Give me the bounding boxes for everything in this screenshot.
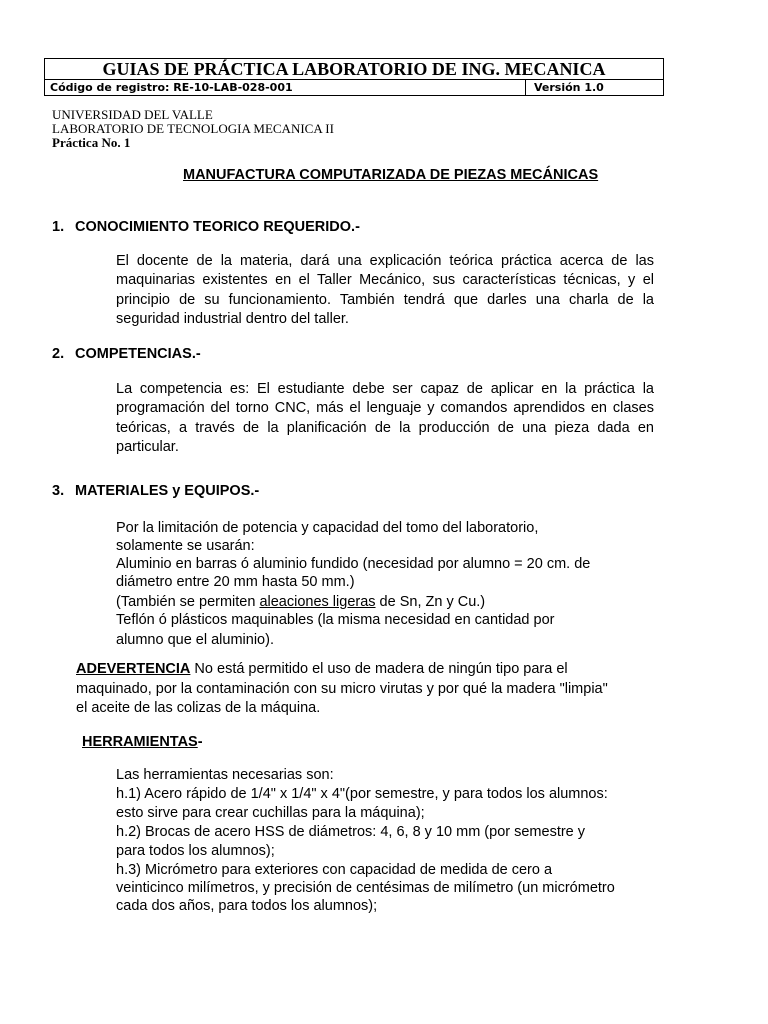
section-title: CONOCIMIENTO TEORICO REQUERIDO.-	[75, 219, 360, 235]
materials-line: diámetro entre 20 mm hasta 50 mm.)	[116, 574, 355, 590]
section-body-2: La competencia es: El estudiante debe ser capaz de aplicar en la práctica la programación del torno CNC, más el lenguaje y comandos aprendidos en clases teóricas, a través de la planificación de la producción de una pieza dada en particular.	[116, 381, 654, 456]
alloy-text-after: de Sn, Zn y Cu.)	[375, 594, 486, 610]
tools-line: Las herramientas necesarias son:	[116, 767, 334, 783]
warning-label: ADEVERTENCIA	[76, 661, 191, 677]
materials-line: Por la limitación de potencia y capacidad del tomo del laboratorio,	[116, 520, 539, 536]
section-heading-1	[52, 219, 360, 235]
materials-line: solamente se usarán:	[116, 538, 255, 554]
laboratory-name: LABORATORIO DE TECNOLOGIA MECANICA II	[52, 121, 334, 136]
tools-line: para todos los alumnos);	[116, 843, 275, 859]
version-label: Versión 1.0	[534, 81, 604, 94]
materials-line: Teflón ó plásticos maquinables (la misma necesidad en cantidad por	[116, 612, 555, 628]
tools-line: veinticinco milímetros, y precisión de centésimas de milímetro (un micrómetro	[116, 880, 615, 896]
tools-line: cada dos años, para todos los alumnos);	[116, 898, 378, 914]
section-number: 3.	[52, 483, 65, 499]
warning-line-1	[76, 660, 666, 680]
section-heading-3	[52, 483, 259, 499]
university-name: UNIVERSIDAD DEL VALLE	[52, 107, 213, 122]
practice-number: Práctica No. 1	[52, 135, 131, 150]
tools-list	[116, 766, 676, 915]
tools-line: h.3) Micrómetro para exteriores con capacidad de medida de cero a	[116, 862, 553, 878]
section-title: COMPETENCIAS.-	[75, 346, 201, 362]
section-number: 2.	[52, 346, 65, 362]
materials-line: Aluminio en barras ó aluminio fundido (necesidad por alumno = 20 cm. de	[116, 556, 591, 572]
warning-block	[76, 660, 666, 719]
section-number: 1.	[52, 219, 65, 235]
alloy-text-before: (También se permiten	[116, 594, 260, 610]
document-header-table	[44, 58, 664, 96]
materials-line: alumno que el aluminio).	[116, 632, 274, 648]
warning-line-3: el aceite de las colizas de la máquina.	[76, 700, 321, 716]
warning-text: No está permitido el uso de madera de ningún tipo para el	[190, 661, 568, 677]
institution-block	[52, 108, 334, 150]
warning-line-2: maquinado, por la contaminación con su micro virutas y por qué la madera "limpia"	[76, 680, 608, 697]
tools-heading-suffix: -	[197, 734, 203, 750]
header-title: GUIAS DE PRÁCTICA LABORATORIO DE ING. MECANICA	[45, 59, 663, 80]
alloy-line	[116, 593, 676, 611]
tools-line: esto sirve para crear cuchillas para la máquina);	[116, 805, 425, 821]
tools-line: h.2) Brocas de acero HSS de diámetros: 4, 6, 8 y 10 mm (por semestre y	[116, 824, 586, 840]
tools-heading	[82, 734, 203, 750]
section-heading-2	[52, 346, 201, 362]
section-body-1: El docente de la materia, dará una explicación teórica práctica acerca de las maquinarias existentes en el Taller Mecánico, sus características técnicas, y el principio de su funcionamiento. También tendrá que darles una charla de la seguridad industrial dentro del taller.	[116, 253, 654, 328]
document-title: MANUFACTURA COMPUTARIZADA DE PIEZAS MECÁNICAS	[183, 167, 599, 183]
section-title: MATERIALES y EQUIPOS.-	[75, 483, 260, 499]
tools-heading-label: HERRAMIENTAS	[82, 734, 198, 750]
materials-list	[116, 519, 676, 649]
registration-code: Código de registro: RE-10-LAB-028-001	[45, 80, 526, 96]
alloy-underlined-text: aleaciones ligeras	[259, 594, 376, 610]
tools-line: h.1) Acero rápido de 1/4" x 1/4" x 4"(por semestre, y para todos los alumnos:	[116, 786, 608, 802]
